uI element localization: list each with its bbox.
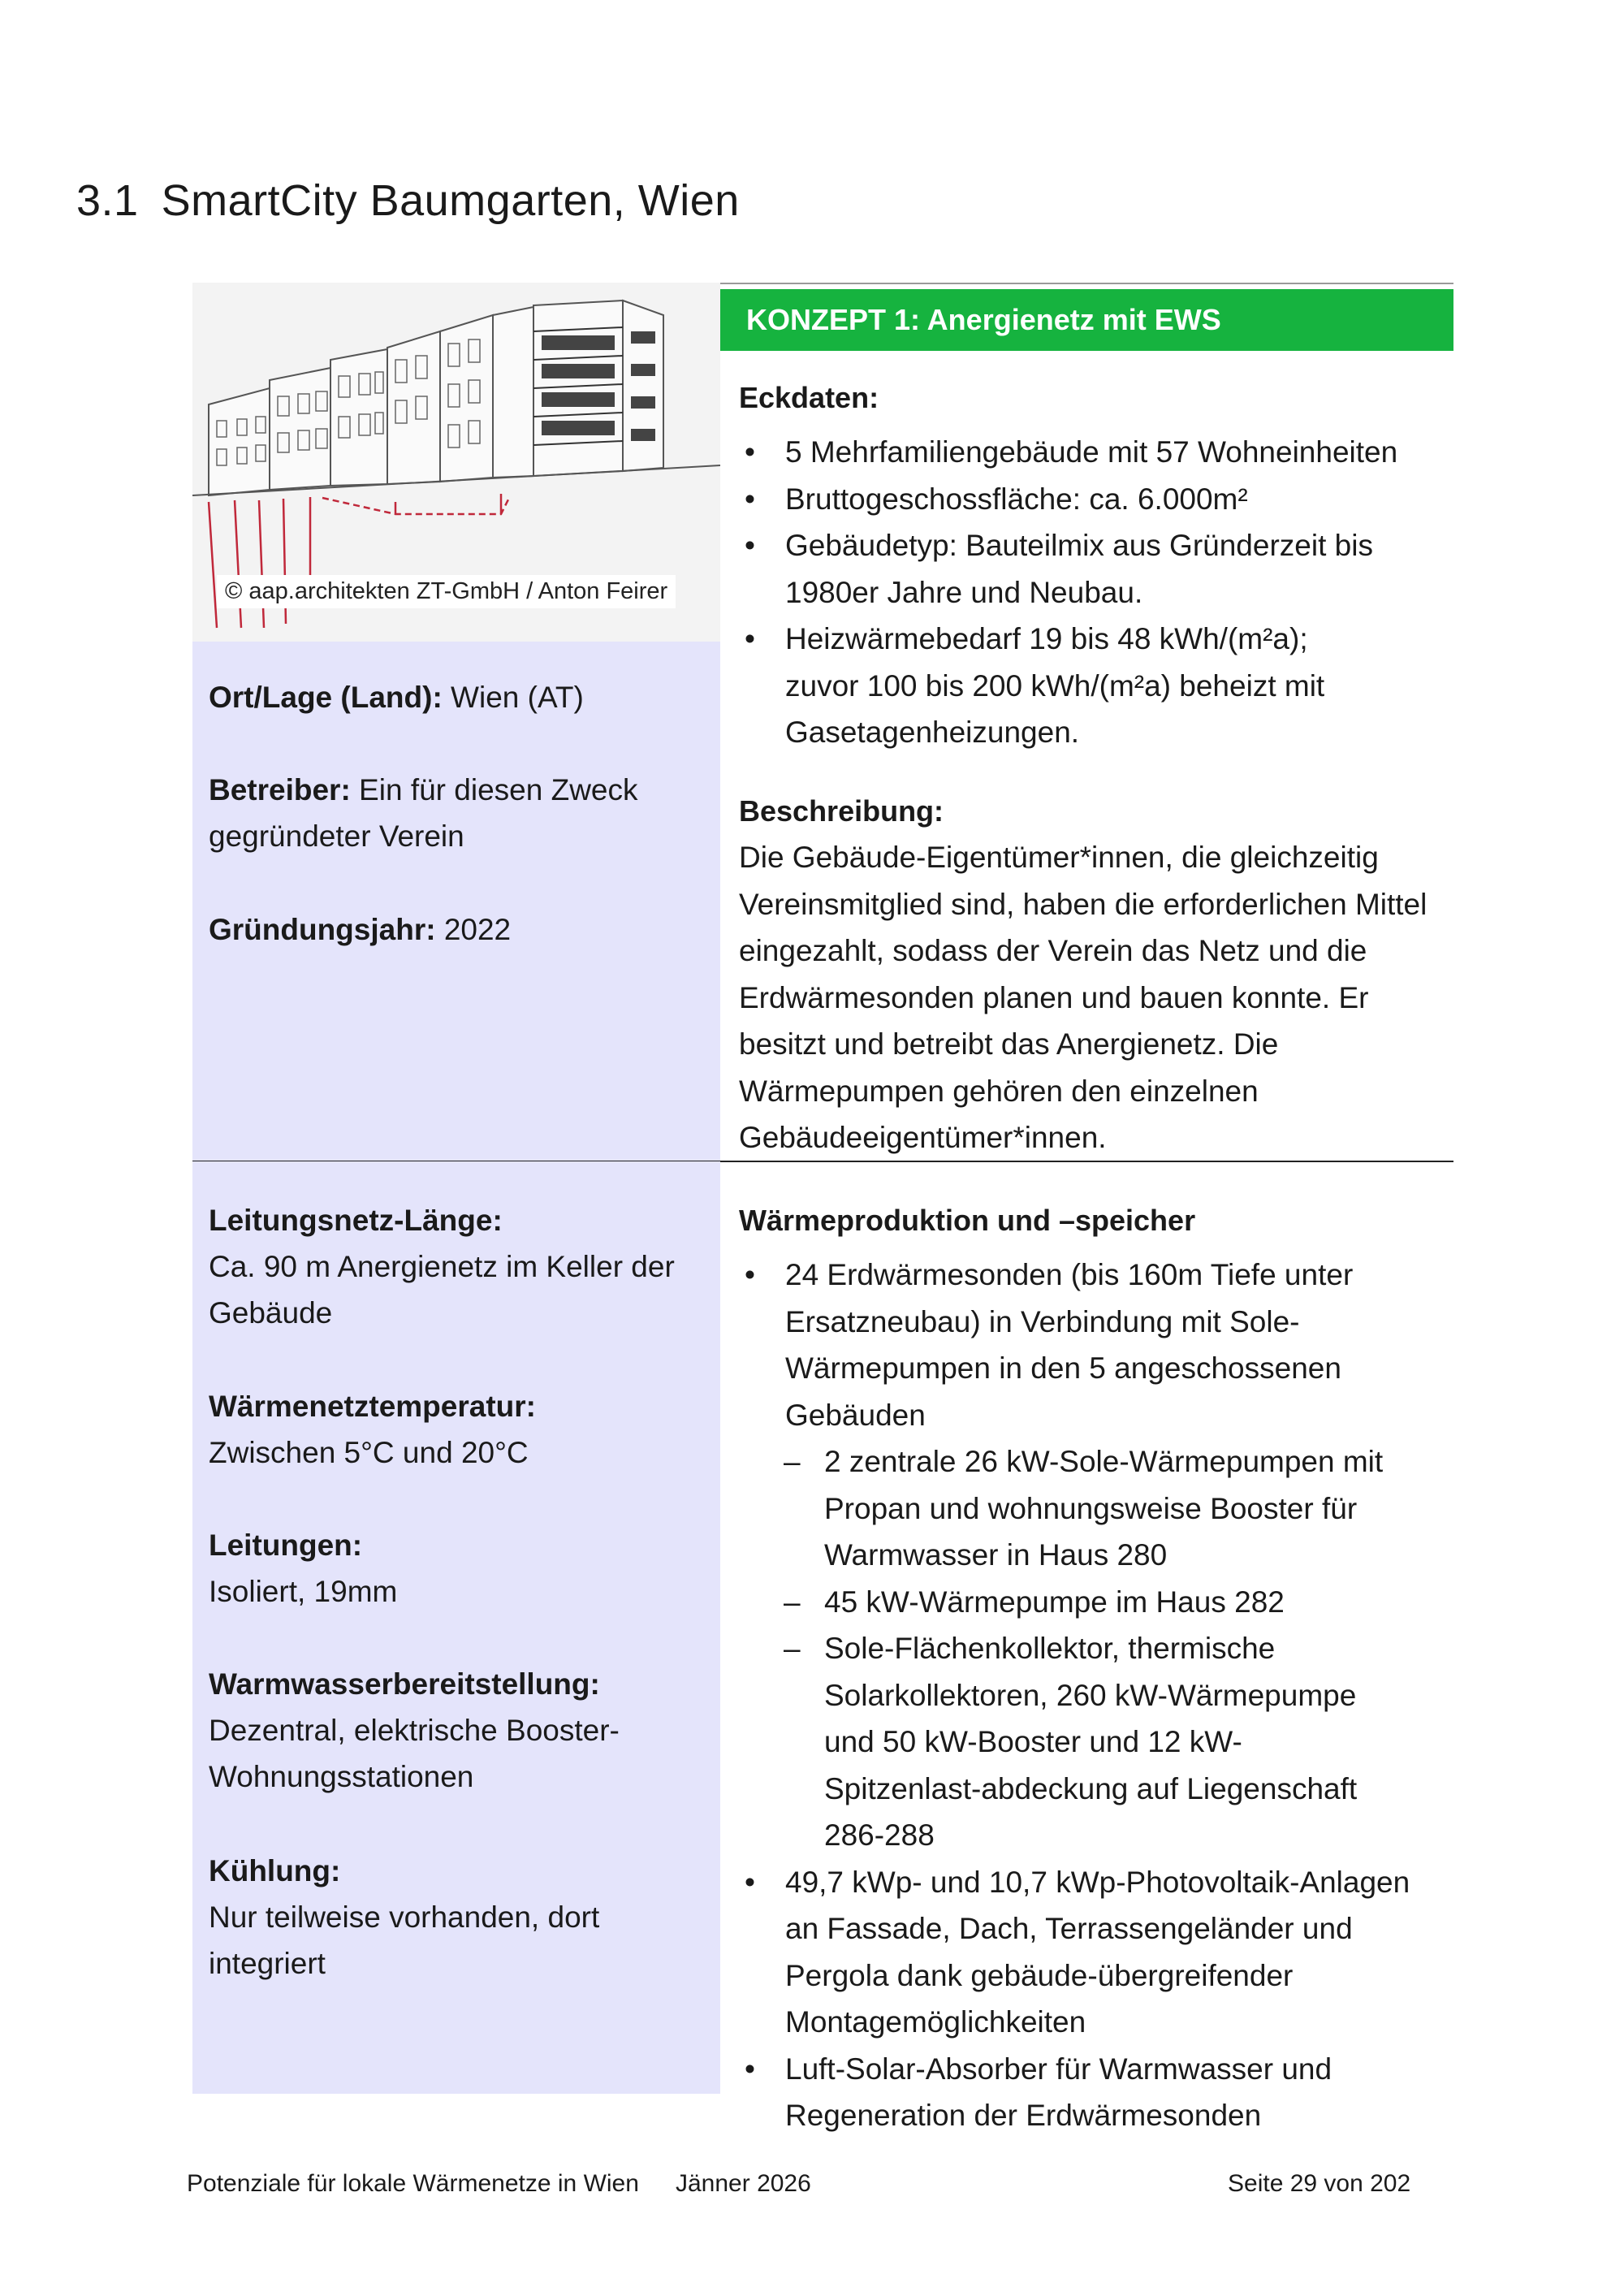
production-item-1: 24 Erdwärmesonden (bis 160m Tiefe unter Ersatzneubau) in Verbindung mit Sole-Wärmepumpen in den 5 angeschossenen Gebäuden [785, 1258, 1354, 1432]
hot-water-value: Dezentral, elektrische Booster-Wohnungsstationen [209, 1714, 620, 1793]
cooling-fact [192, 1848, 720, 1987]
list-item: • Heizwärmebedarf 19 bis 48 kWh/(m²a); zuvor 100 bis 200 kWh/(m²a) beheizt mit Gasetagenheizungen. [720, 616, 1445, 756]
operator-value: Ein für diesen Zweck gegründeter Verein [209, 773, 638, 853]
sub-list-item: – Sole-Flächenkollektor, thermische Solarkollektoren, 260 kW-Wärmepumpe und 50 kW-Booster und 12 kW-Spitzenlast-abdeckung auf Liegenschaft 286-288 [720, 1625, 1397, 1859]
pipes-fact [192, 1522, 720, 1615]
concept-panel [720, 0, 1453, 1161]
footer-page-number: Seite 29 von 202 [1228, 2170, 1411, 2197]
temperature-label: Wärmenetztemperatur: [209, 1390, 536, 1423]
hot-water-fact [192, 1661, 720, 1800]
pipes-label: Leitungen: [209, 1529, 363, 1562]
site-info-panel [192, 283, 720, 1161]
list-item: • 49,7 kWp- und 10,7 kWp-Photovoltaik-Anlagen an Fassade, Dach, Terrassengeländer und Pergola dank gebäude-übergreifender Montagemöglichkeiten [720, 1859, 1445, 2046]
beschreibung-text: Die Gebäude-Eigentümer*innen, die gleichzeitig Vereinsmitglied sind, haben die erforderlichen Mittel eingezahlt, sodass der Verein das Netz und die Erdwärmesonden planen und bauen konnte. Er besitzt und betreibt das Anergienetz. Die Wärmepumpen gehören den einzelnen Gebäudeeigentümer*innen. [739, 841, 1427, 1154]
founding-year-label: Gründungsjahr: [209, 913, 436, 946]
temperature-fact [192, 1383, 720, 1476]
network-length-fact [192, 1197, 720, 1336]
production-heading: Wärmeproduktion und –speicher [739, 1204, 1196, 1237]
temperature-value: Zwischen 5°C und 20°C [209, 1436, 529, 1469]
hot-water-label: Warmwasserbereitstellung: [209, 1667, 600, 1701]
list-item: • Gebäudetyp: Bauteilmix aus Gründerzeit bis 1980er Jahre und Neubau. [720, 522, 1445, 616]
section-number: 3.1 [76, 176, 139, 225]
footer-date: Jänner 2026 [676, 2170, 811, 2197]
operator-label: Betreiber: [209, 773, 351, 806]
production-sub-list [720, 1438, 1397, 1859]
production-section [739, 1197, 1445, 2139]
sub-list-item: – 45 kW-Wärmepumpe im Haus 282 [720, 1579, 1397, 1626]
eckdaten-section [739, 374, 1445, 756]
concept-title-bar: KONZEPT 1: Anergienetz mit EWS [720, 289, 1453, 351]
section-title: SmartCity Baumgarten, Wien [161, 176, 740, 225]
founding-year-value: 2022 [435, 913, 512, 946]
section-heading [76, 175, 740, 226]
production-list [720, 1252, 1445, 2139]
founding-year-fact [192, 906, 720, 953]
sub-list-item: – 2 zentrale 26 kW-Sole-Wärmepumpen mit Propan und wohnungsweise Booster für Warmwasser in Haus 280 [720, 1438, 1397, 1579]
footer-doc-title: Potenziale für lokale Wärmenetze in Wien [187, 2170, 639, 2197]
location-label: Ort/Lage (Land): [209, 681, 443, 714]
network-specs-panel [192, 1161, 720, 2094]
network-length-value: Ca. 90 m Anergienetz im Keller der Gebäude [209, 1250, 675, 1330]
cooling-label: Kühlung: [209, 1854, 341, 1887]
list-item [720, 1252, 1445, 1859]
list-item: • 5 Mehrfamiliengebäude mit 57 Wohneinheiten [720, 429, 1445, 476]
production-panel [720, 1161, 1453, 2132]
list-item: • Bruttogeschossfläche: ca. 6.000m² [720, 476, 1445, 523]
location-value: Wien (AT) [442, 681, 584, 714]
photo-credit: © aap.architekten ZT-GmbH / Anton Feirer [217, 575, 676, 608]
building-illustration [192, 283, 720, 642]
list-item: • Luft-Solar-Absorber für Warmwasser und Regeneration der Erdwärmesonden [720, 2046, 1445, 2139]
cooling-value: Nur teilweise vorhanden, dort integriert [209, 1900, 600, 1980]
pipes-value: Isoliert, 19mm [209, 1575, 398, 1608]
network-length-label: Leitungsnetz-Länge: [209, 1204, 503, 1237]
beschreibung-heading: Beschreibung: [739, 794, 944, 828]
operator-fact [192, 767, 720, 859]
eckdaten-heading: Eckdaten: [739, 381, 879, 414]
location-fact [192, 674, 720, 720]
beschreibung-section [739, 788, 1445, 1161]
eckdaten-list [720, 429, 1445, 756]
